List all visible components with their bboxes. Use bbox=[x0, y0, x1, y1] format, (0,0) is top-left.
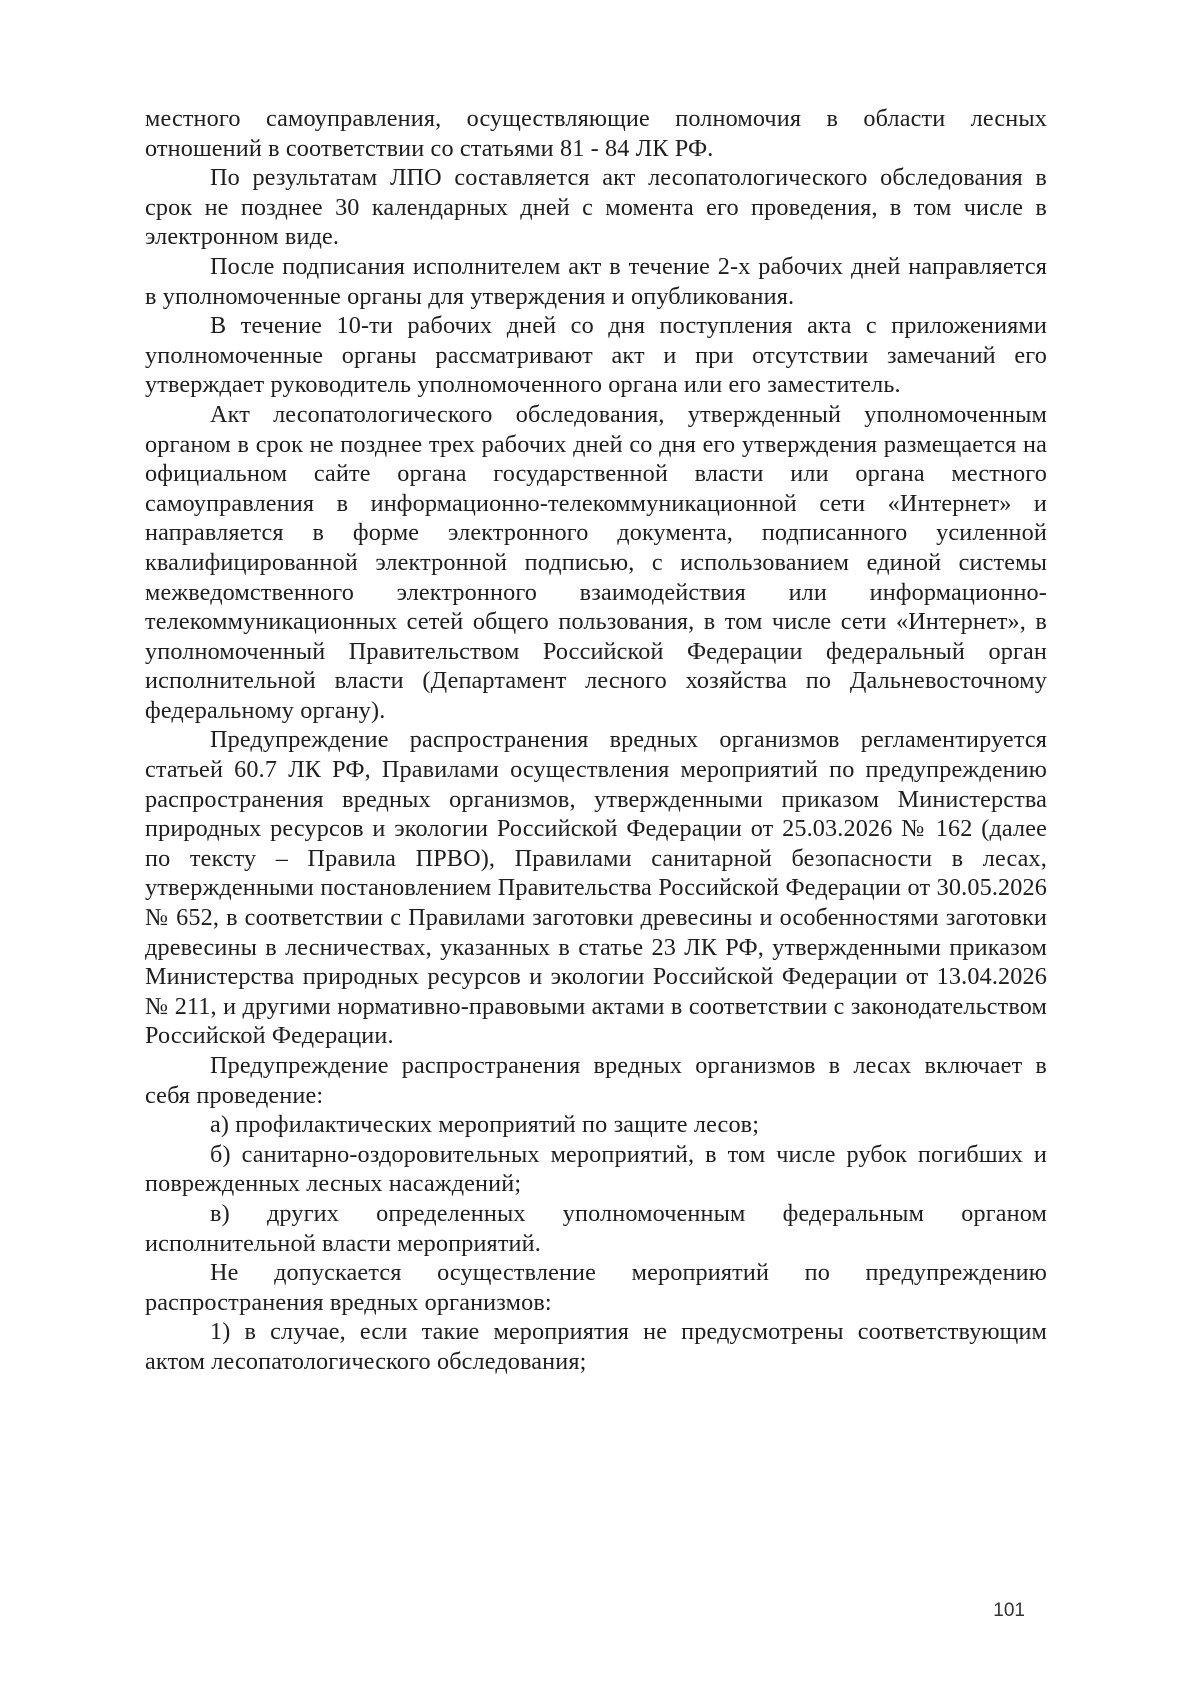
paragraph-prevention-regulation: Предупреждение распространения вредных организмов регламентируется статьей 60.7 ЛК РФ, Правилами осуществления мероприятий по предупреждению распространения вредных организмов, утвержденными приказом Министерства природных ресурсов и экологии Российской Федерации от 25.03.2026 № 162 (далее по тексту – Правила ПРВО), Правилами санитарной безопасности в лесах, утвержденными постановлением Правительства Российской Федерации от 30.05.2026 № 652, в соответствии с Правилами заготовки древесины и особенностями заготовки древесины в лесничествах, указанных в статье 23 ЛК РФ, утвержденными приказом Министерства природных ресурсов и экологии Российской Федерации от 13.04.2026 № 211, и другими нормативно-правовыми актами в соответствии с законодательством Российской Федерации. bbox=[145, 726, 1047, 1050]
paragraph-continuation: местного самоуправления, осуществляющие полномочия в области лесных отношений в соответствии со статьями 81 - 84 ЛК РФ. bbox=[145, 105, 1047, 162]
paragraph-act-preparation: По результатам ЛПО составляется акт лесопатологического обследования в срок не позднее 30 календарных дней с момента его проведения, в том числе в электронном виде. bbox=[145, 164, 1047, 251]
page-number: 101 bbox=[993, 1600, 1025, 1621]
list-item-1: 1) в случае, если такие мероприятия не предусмотрены соответствующим актом лесопатологического обследования; bbox=[145, 1318, 1047, 1375]
paragraph-not-allowed: Не допускается осуществление мероприятий по предупреждению распространения вредных организмов: bbox=[145, 1259, 1047, 1316]
paragraph-act-review: В течение 10-ти рабочих дней со дня поступления акта с приложениями уполномоченные органы рассматривают акт и при отсутствии замечаний его утверждает руководитель уполномоченного органа или его заместитель. bbox=[145, 312, 1047, 399]
document-body bbox=[145, 104, 1047, 1377]
list-item-a: а) профилактических мероприятий по защите лесов; bbox=[210, 1111, 760, 1139]
paragraph-prevention-includes: Предупреждение распространения вредных организмов в лесах включает в себя проведение: bbox=[145, 1052, 1047, 1109]
list-item-b: б) санитарно-оздоровительных мероприятий, в том числе рубок погибших и поврежденных лесных насаждений; bbox=[145, 1140, 1047, 1198]
paragraph-act-publication: Акт лесопатологического обследования, утвержденный уполномоченным органом в срок не позднее трех рабочих дней со дня его утверждения размещается на официальном сайте органа государственной власти или органа местного самоуправления в информационно-телекоммуникационной сети «Интернет» и направляется в форме электронного документа, подписанного усиленной квалифицированной электронной подписью, с использованием единой системы межведомственного электронного взаимодействия или информационно-телекоммуникационных сетей общего пользования, в том числе сети «Интернет», в уполномоченный Правительством Российской Федерации федеральный орган исполнительной власти (Департамент лесного хозяйства по Дальневосточному федеральному органу). bbox=[145, 400, 1047, 724]
list-item-c: в) других определенных уполномоченным федеральным органом исполнительной власти мероприятий. bbox=[145, 1199, 1047, 1257]
paragraph-act-signing: После подписания исполнителем акт в течение 2-х рабочих дней направляется в уполномоченные органы для утверждения и опубликования. bbox=[145, 252, 1047, 310]
